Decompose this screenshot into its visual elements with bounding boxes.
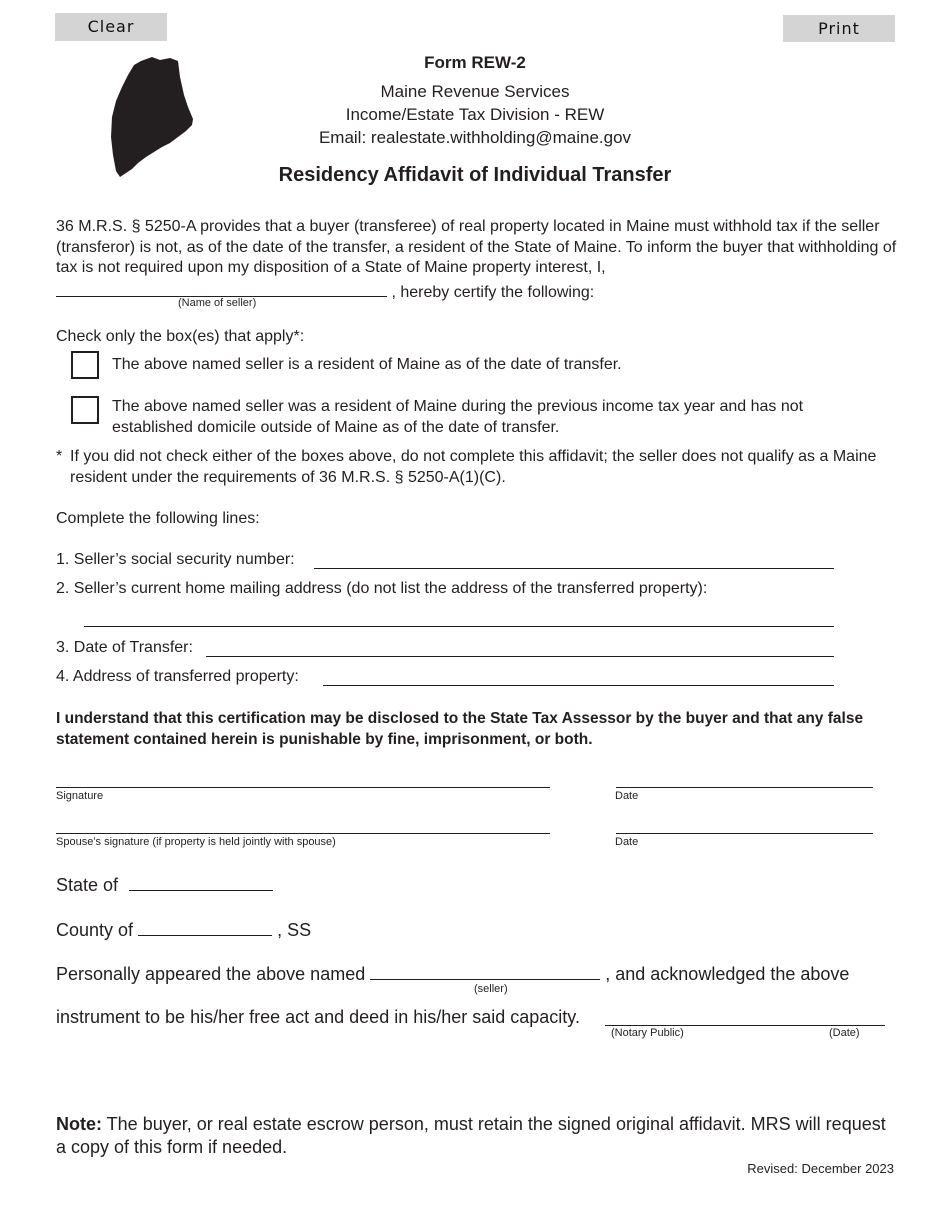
date-caption: Date xyxy=(615,790,639,802)
revised-date: Revised: December 2023 xyxy=(747,1161,894,1176)
seller-name-caption: (Name of seller) xyxy=(178,297,257,309)
contact-email: Email: realestate.withholding@maine.gov xyxy=(318,128,632,147)
note-label: Note: xyxy=(56,1114,102,1134)
state-row xyxy=(56,873,273,896)
signature-caption: Signature xyxy=(56,790,104,802)
appeared-label: Personally appeared the above named xyxy=(56,964,366,984)
mailing-address-field[interactable] xyxy=(84,626,834,627)
state-label: State of xyxy=(56,875,119,895)
clear-button[interactable]: Clear xyxy=(55,13,167,41)
transfer-date-label: 3. Date of Transfer: xyxy=(56,639,193,656)
note-text: The buyer, or real estate escrow person, must retain the signed original affidavit. MRS will request a copy of this form if needed. xyxy=(56,1114,886,1157)
acknowledged-label: , and acknowledged the above xyxy=(605,964,850,984)
check-heading: Check only the box(es) that apply*: xyxy=(56,328,305,345)
property-address-field[interactable] xyxy=(323,685,834,686)
notary-signature-line[interactable] xyxy=(605,1025,885,1026)
page-title: Residency Affidavit of Individual Transfer xyxy=(278,164,672,186)
notary-caption: (Notary Public) xyxy=(611,1027,684,1039)
agency-name: Maine Revenue Services xyxy=(380,82,570,101)
division-name: Income/Estate Tax Division - REW xyxy=(345,105,605,124)
appeared-seller-field[interactable] xyxy=(370,962,600,980)
resident-checkbox[interactable] xyxy=(71,351,99,379)
ssn-field[interactable] xyxy=(314,568,834,569)
spouse-signature-line[interactable] xyxy=(56,833,550,834)
intro-paragraph: 36 M.R.S. § 5250-A provides that a buyer (transferee) of real property located in Maine must withhold tax if the seller (transferor) is not, as of the date of the transfer, a resident of the State of Maine. To inform the buyer that withholding of tax is not required upon my disposition of a State of Maine property interest, I, xyxy=(56,218,897,276)
ss-label: , SS xyxy=(277,920,312,940)
footnote-mark: * xyxy=(56,448,63,465)
certify-text: , hereby certify the following: xyxy=(391,284,595,301)
county-row xyxy=(56,918,311,941)
seller-name-field[interactable] xyxy=(56,279,387,297)
form-id: Form REW-2 xyxy=(424,53,526,72)
seller-caption: (seller) xyxy=(474,983,508,995)
disclosure-statement: I understand that this certification may be disclosed to the State Tax Assessor by the buyer and that any false statement contained herein is punishable by fine, imprisonment, or both. xyxy=(56,710,864,748)
county-label: County of xyxy=(56,920,134,940)
lines-heading: Complete the following lines: xyxy=(56,510,260,527)
note-paragraph xyxy=(56,1113,886,1159)
signature-line[interactable] xyxy=(56,787,550,788)
previous-year-checkbox[interactable] xyxy=(71,396,99,424)
previous-year-option-label: The above named seller was a resident of Maine during the previous income tax year and has not established domicile outside of Maine as of the date of transfer. xyxy=(112,398,804,436)
date-line[interactable] xyxy=(616,787,873,788)
print-button[interactable]: Print xyxy=(783,15,895,42)
spouse-date-caption: Date xyxy=(615,836,639,848)
seller-name-row xyxy=(56,279,594,304)
transfer-date-field[interactable] xyxy=(206,656,834,657)
instrument-text: instrument to be his/her free act and deed in his/her said capacity. xyxy=(56,1007,580,1027)
footnote-text: If you did not check either of the boxes above, do not complete this affidavit; the seller does not qualify as a Maine resident under the requirements of 36 M.R.S. § 5250-A(1)(C). xyxy=(70,448,877,486)
ssn-label: 1. Seller’s social security number: xyxy=(56,551,295,568)
resident-option-label: The above named seller is a resident of Maine as of the date of transfer. xyxy=(112,356,622,373)
spouse-signature-caption: Spouse’s signature (if property is held jointly with spouse) xyxy=(56,836,336,848)
property-address-label: 4. Address of transferred property: xyxy=(56,668,299,685)
notary-date-caption: (Date) xyxy=(829,1027,860,1039)
appeared-row xyxy=(56,962,849,985)
county-field[interactable] xyxy=(138,918,272,936)
state-field[interactable] xyxy=(129,873,273,891)
spouse-date-line[interactable] xyxy=(616,833,873,834)
mailing-address-label: 2. Seller’s current home mailing address (do not list the address of the transferred property): xyxy=(56,580,708,597)
